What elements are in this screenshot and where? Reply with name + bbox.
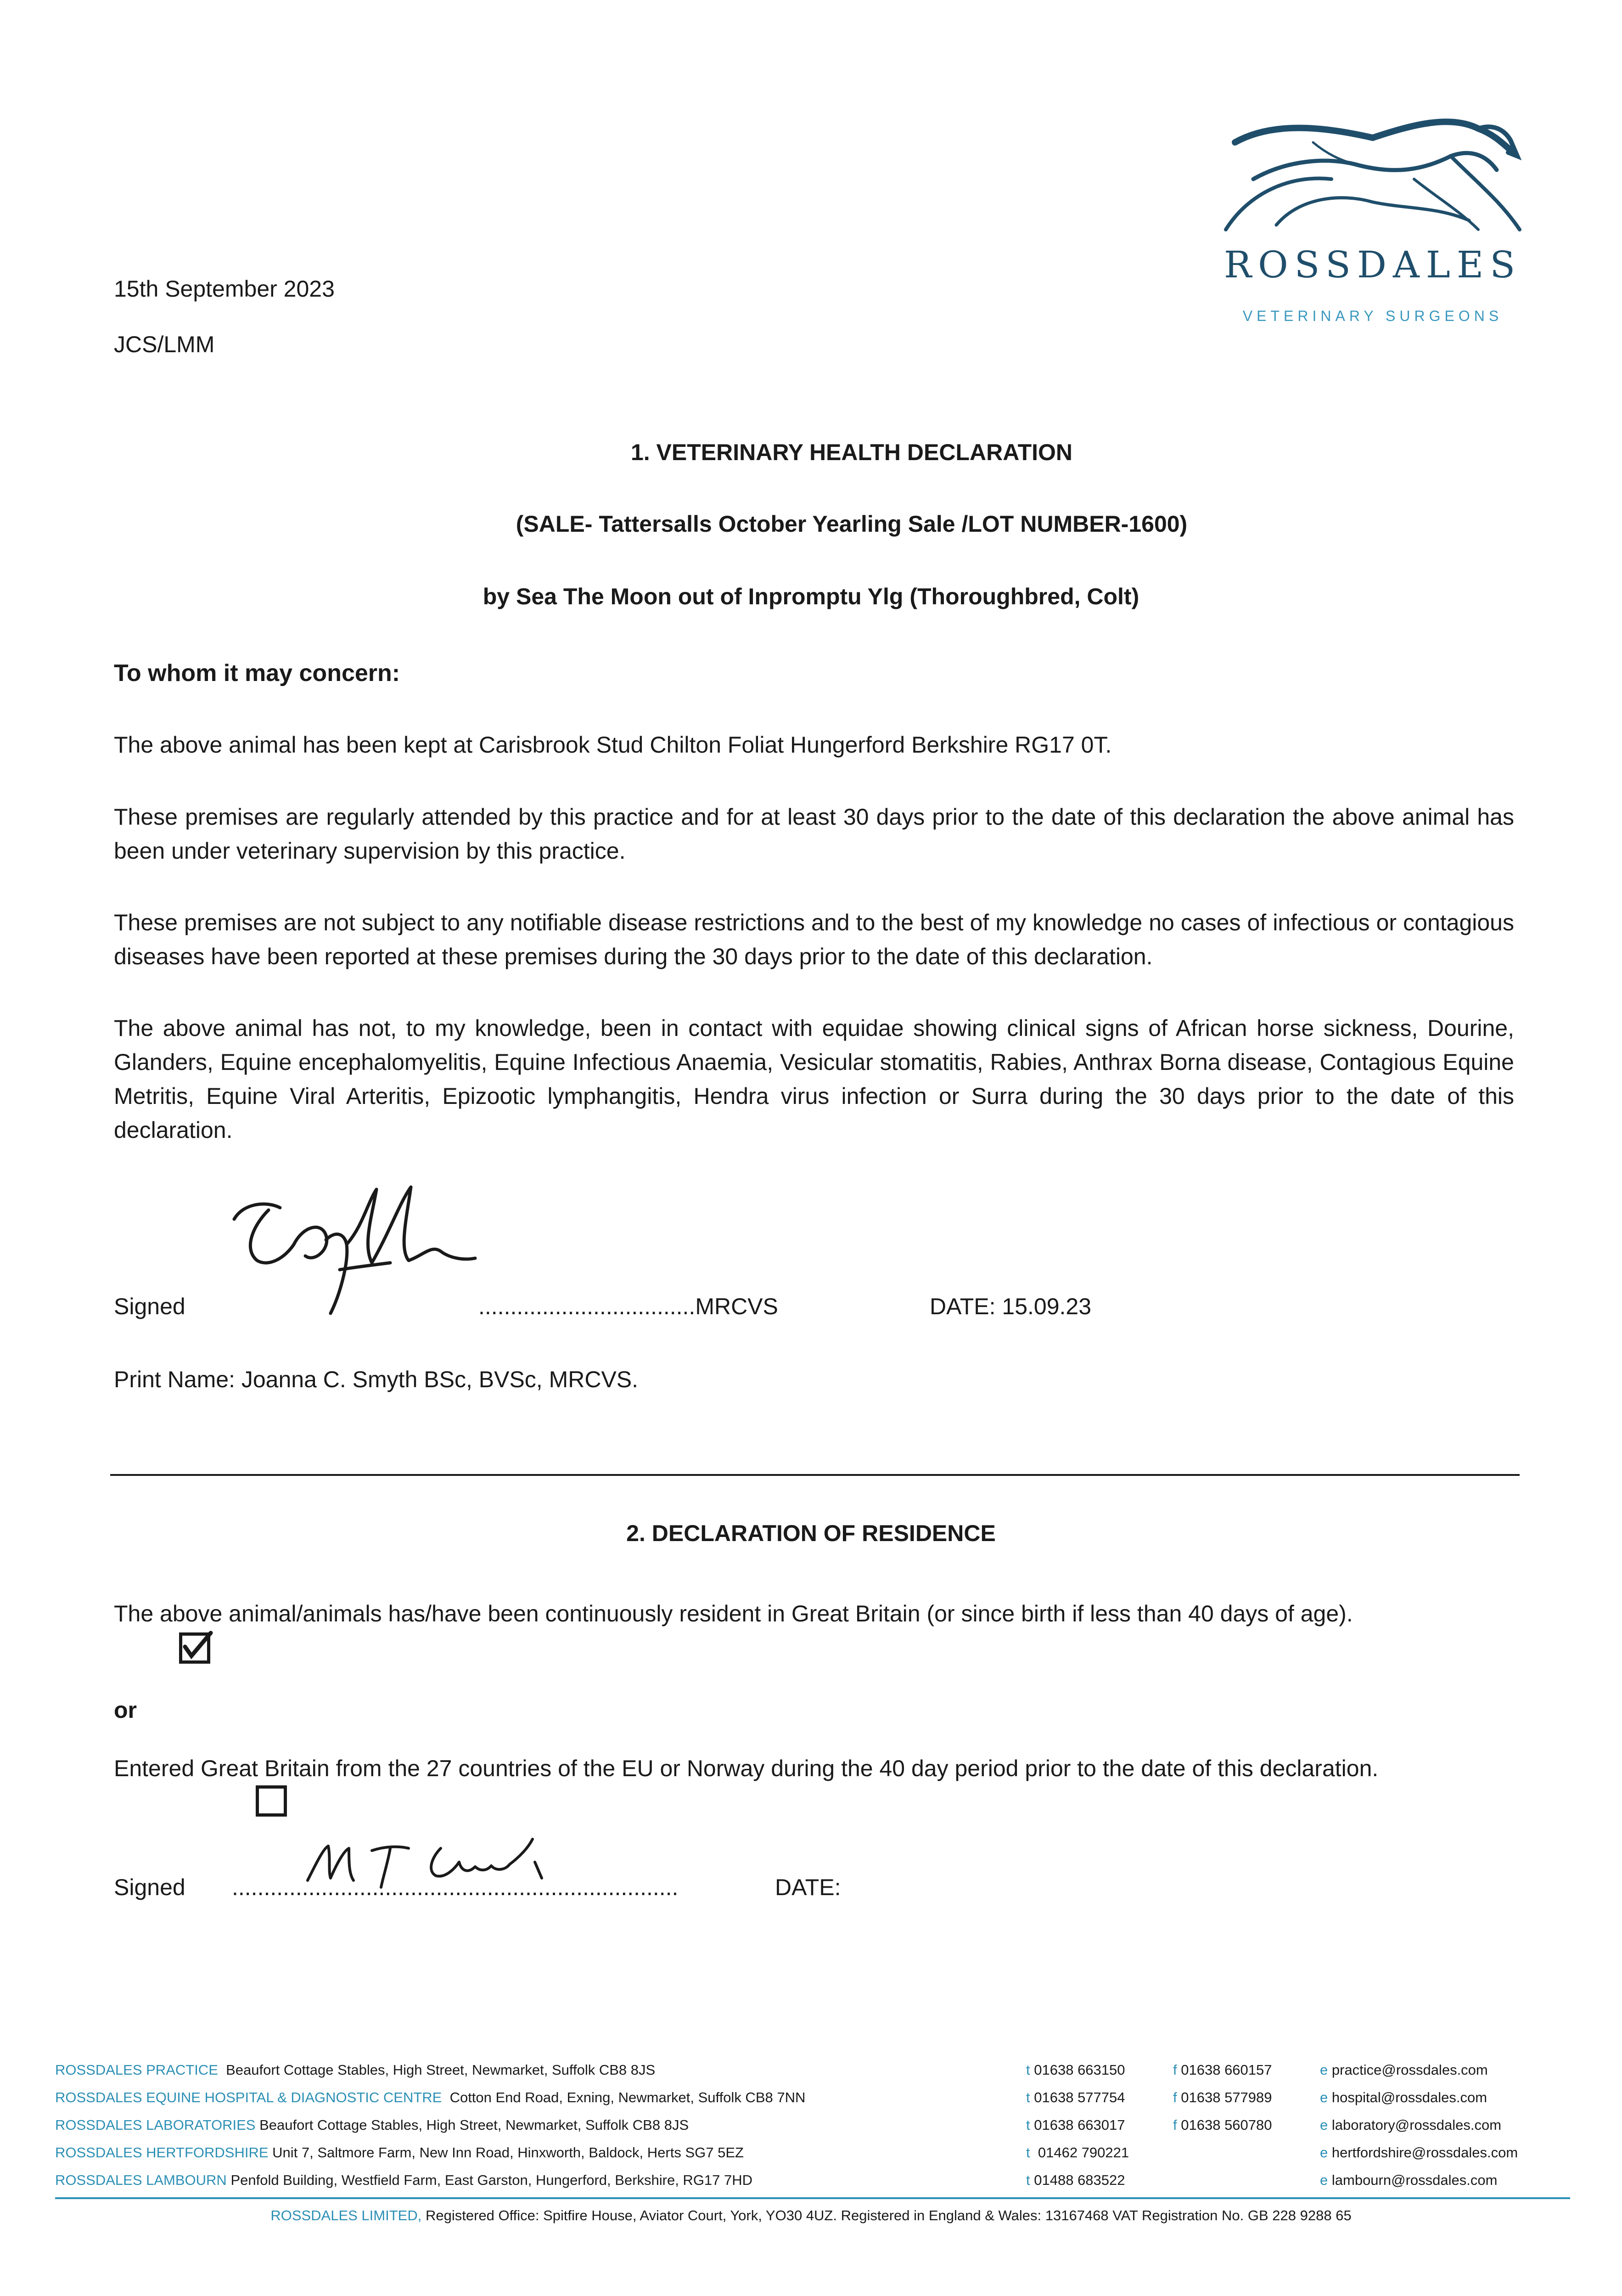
office-email[interactable]: laboratory@rossdales.com [1331,2117,1502,2133]
tel-prefix: t [1026,2089,1030,2105]
office-name: ROSSDALES PRACTICE [55,2062,218,2078]
paragraph-contact: The above animal has not, to my knowledge, been in contact with equidae showing clinical signs of African horse sickness, Dourine, Glanders, Equine encephalomyelitis, Equine Infectious Anaemia, Vesicular stomatitis, Rabies, Anthrax Borna disease, Contagious Equine Metritis, Equine Viral Arteritis, Epizootic lymphangitis, Hendra virus infection or Surra during the 30 days prior to the date of this declaration. [114,1015,1514,1143]
footer-office-lambourn [55,2167,752,2194]
section1-heading: 1. VETERINARY HEALTH DECLARATION [630,439,1073,465]
registration-text: Registered Office: Spitfire House, Aviator Court, York, YO30 4UZ. Registered in England & Wales: 13167468 VAT Registration No. GB 228 9288 65 [425,2207,1352,2223]
tel-prefix: t [1026,2062,1030,2078]
footer-office-practice [55,2056,655,2084]
office-tel: 01462 790221 [1038,2144,1129,2161]
checkbox-continuous-resident[interactable] [179,1632,210,1664]
tel-prefix: t [1026,2172,1030,2188]
office-email[interactable]: practice@rossdales.com [1331,2062,1488,2078]
letter-reference: JCS/LMM [114,332,215,357]
brand-tagline: VETERINARY SURGEONS [1242,308,1503,324]
checkbox-entered-gb[interactable] [256,1785,287,1817]
or-label: or [114,1697,137,1723]
residence-option-continuous-text: The above animal/animals has/have been continuously resident in Great Britain (or since birth if less than 40 days of age). [114,1601,1353,1626]
paragraph-supervision: These premises are regularly attended by this practice and for at least 30 days prior to the date of this declaration the above animal has been under veterinary supervision by this practice. [114,804,1514,864]
signed-label: Signed [114,1294,185,1319]
office-address: Beaufort Cottage Stables, High Street, Newmarket, Suffolk CB8 8JS [226,2062,656,2078]
office-address: Penfold Building, Westfield Farm, East Garston, Hungerford, Berkshire, RG17 7HD [230,2172,753,2188]
footer-registration [0,2202,1622,2229]
sale-line: (SALE- Tattersalls October Yearling Sale /LOT NUMBER-1600) [516,511,1188,537]
email-prefix: e [1320,2172,1328,2188]
office-email[interactable]: lambourn@rossdales.com [1331,2172,1498,2188]
section-divider [110,1474,1520,1476]
email-prefix: e [1320,2117,1328,2133]
signature-line-residence: ...................................................................... [232,1874,679,1900]
fax-prefix: f [1173,2117,1177,2133]
running-horse-logo [1221,110,1524,331]
residence-option-continuous [114,1588,1436,1639]
footer-office-hospital [55,2084,805,2111]
signed-label-residence: Signed [114,1874,185,1900]
section2-heading: 2. DECLARATION OF RESIDENCE [626,1520,996,1546]
office-address: Unit 7, Saltmore Farm, New Inn Road, Hinxworth, Baldock, Herts SG7 5EZ [272,2144,744,2161]
letter-date: 15th September 2023 [114,276,335,302]
section1-date: DATE: 15.09.23 [930,1294,1092,1319]
office-name: ROSSDALES LABORATORIES [55,2117,256,2133]
office-name: ROSSDALES LAMBOURN [55,2172,227,2188]
footer-office-laboratories [55,2111,689,2139]
brand-name: ROSSDALES [1224,243,1522,286]
office-email[interactable]: hertfordshire@rossdales.com [1331,2144,1518,2161]
fax-prefix: f [1173,2062,1177,2078]
office-tel: 01638 663017 [1034,2117,1125,2133]
residence-option-entered-text: Entered Great Britain from the 27 countries of the EU or Norway during the 40 day period prior to the date of this declaration. [114,1756,1379,1781]
office-fax: 01638 560780 [1181,2117,1272,2133]
footer-rule [55,2197,1570,2199]
office-address: Beaufort Cottage Stables, High Street, Newmarket, Suffolk CB8 8JS [259,2117,689,2133]
office-fax: 01638 577989 [1181,2089,1272,2105]
animal-line: by Sea The Moon out of Inpromptu Ylg (Thoroughbred, Colt) [483,584,1139,609]
fax-prefix: f [1173,2089,1177,2105]
print-name: Print Name: Joanna C. Smyth BSc, BVSc, MRCVS. [114,1367,639,1392]
office-address: Cotton End Road, Exning, Newmarket, Suffolk CB8 7NN [449,2089,806,2105]
email-prefix: e [1320,2089,1328,2105]
office-email[interactable]: hospital@rossdales.com [1331,2089,1487,2105]
office-tel: 01638 663150 [1034,2062,1125,2078]
company-name: ROSSDALES LIMITED, [270,2207,422,2223]
office-tel: 01488 683522 [1034,2172,1125,2188]
residence-option-entered [114,1743,1436,1794]
email-prefix: e [1320,2144,1328,2161]
paragraph-premises: The above animal has been kept at Carisbrook Stud Chilton Foliat Hungerford Berkshire RG17 0T. [114,732,1112,758]
vet-signature [225,1176,482,1318]
office-name: ROSSDALES HERTFORDSHIRE [55,2144,269,2161]
office-fax: 01638 660157 [1181,2062,1272,2078]
footer-office-hertfordshire [55,2139,744,2167]
signature-line: ..................................MRCVS [478,1294,778,1319]
checkmark-icon [182,1636,207,1660]
tel-prefix: t [1026,2144,1030,2161]
paragraph-restrictions: These premises are not subject to any notifiable disease restrictions and to the best of my knowledge no cases of infectious or contagious diseases have been reported at these premises during the 30 days prior to the date of this declaration. [114,910,1514,969]
email-prefix: e [1320,2062,1328,2078]
tel-prefix: t [1026,2117,1030,2133]
office-name: ROSSDALES EQUINE HOSPITAL & DIAGNOSTIC CENTRE [55,2089,442,2105]
section2-date: DATE: [775,1874,841,1900]
salutation: To whom it may concern: [114,660,400,687]
office-tel: 01638 577754 [1034,2089,1125,2105]
